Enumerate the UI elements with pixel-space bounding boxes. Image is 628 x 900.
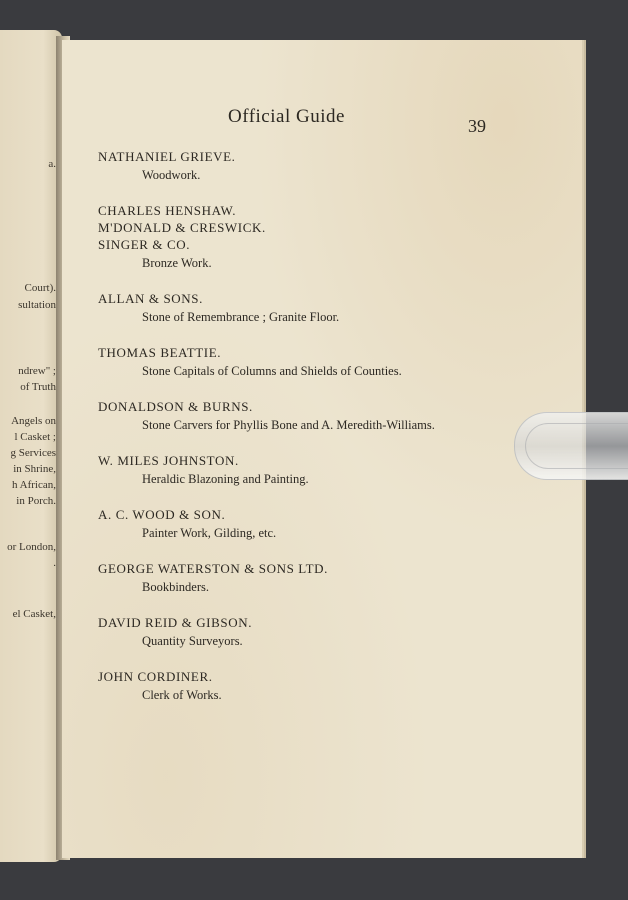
credit-role: Painter Work, Gilding, etc. [142,526,277,540]
page-number: 39 [468,116,486,136]
credit-name: GEORGE WATERSTON & SONS LTD. [98,561,328,576]
credit-name: W. MILES JOHNSTON. [98,453,239,468]
credit-name: NATHANIEL GRIEVE. [98,149,236,164]
credit-name: M'DONALD & CRESWICK. [98,220,266,235]
left-page-fragment: el Casket, [12,608,56,620]
left-page-fragment: . [53,557,56,569]
left-page-fragment: Court). [24,282,56,294]
left-page [0,30,62,862]
credit-role: Bookbinders. [142,580,210,594]
credit-name: SINGER & CO. [98,237,191,252]
left-page-fragment: g Services [10,447,56,459]
credit-role: Quantity Surveyors. [142,634,243,648]
glass-clip [514,412,628,480]
credit-name: A. C. WOOD & SON. [98,507,226,522]
left-page-fragment: or London, [7,541,56,553]
page-header-title: Official Guide [228,106,345,127]
left-page-fragment: in Shrine, [13,463,56,475]
left-page-fragment: of Truth [20,381,56,393]
credit-entry [98,398,568,434]
credit-role: Stone Carvers for Phyllis Bone and A. Meredith-Williams. [142,418,435,432]
right-page [62,40,582,858]
credit-role: Bronze Work. [142,256,212,270]
credit-role: Woodwork. [142,168,201,182]
credit-entry [98,668,568,704]
credit-role: Stone of Remembrance ; Granite Floor. [142,310,340,324]
credit-entry [98,290,568,326]
credit-entry [98,452,568,488]
credit-name: DAVID REID & GIBSON. [98,615,253,630]
credit-name: CHARLES HENSHAW. [98,203,237,218]
credit-entry [98,560,568,596]
left-page-fragment: h African, [12,479,56,491]
left-page-fragment: l Casket ; [14,431,56,443]
left-page-fragment: ndrew" ; [18,365,56,377]
credit-entry [98,148,568,184]
credit-name: ALLAN & SONS. [98,291,203,306]
credit-entry [98,614,568,650]
credit-entry [98,202,568,272]
credit-role: Clerk of Works. [142,688,222,702]
credit-role: Stone Capitals of Columns and Shields of Counties. [142,364,402,378]
credit-entry [98,344,568,380]
credit-name: THOMAS BEATTIE. [98,345,222,360]
glass-clip-inner [525,423,628,469]
credit-name: JOHN CORDINER. [98,669,213,684]
credit-name: DONALDSON & BURNS. [98,399,253,414]
left-page-fragment: sultation [18,299,56,311]
left-page-fragment: a. [48,158,56,170]
credit-entry [98,506,568,542]
left-page-fragment: Angels on [11,415,56,427]
credits-list [98,148,568,722]
left-page-fragment: in Porch. [16,495,56,507]
credit-role: Heraldic Blazoning and Painting. [142,472,309,486]
